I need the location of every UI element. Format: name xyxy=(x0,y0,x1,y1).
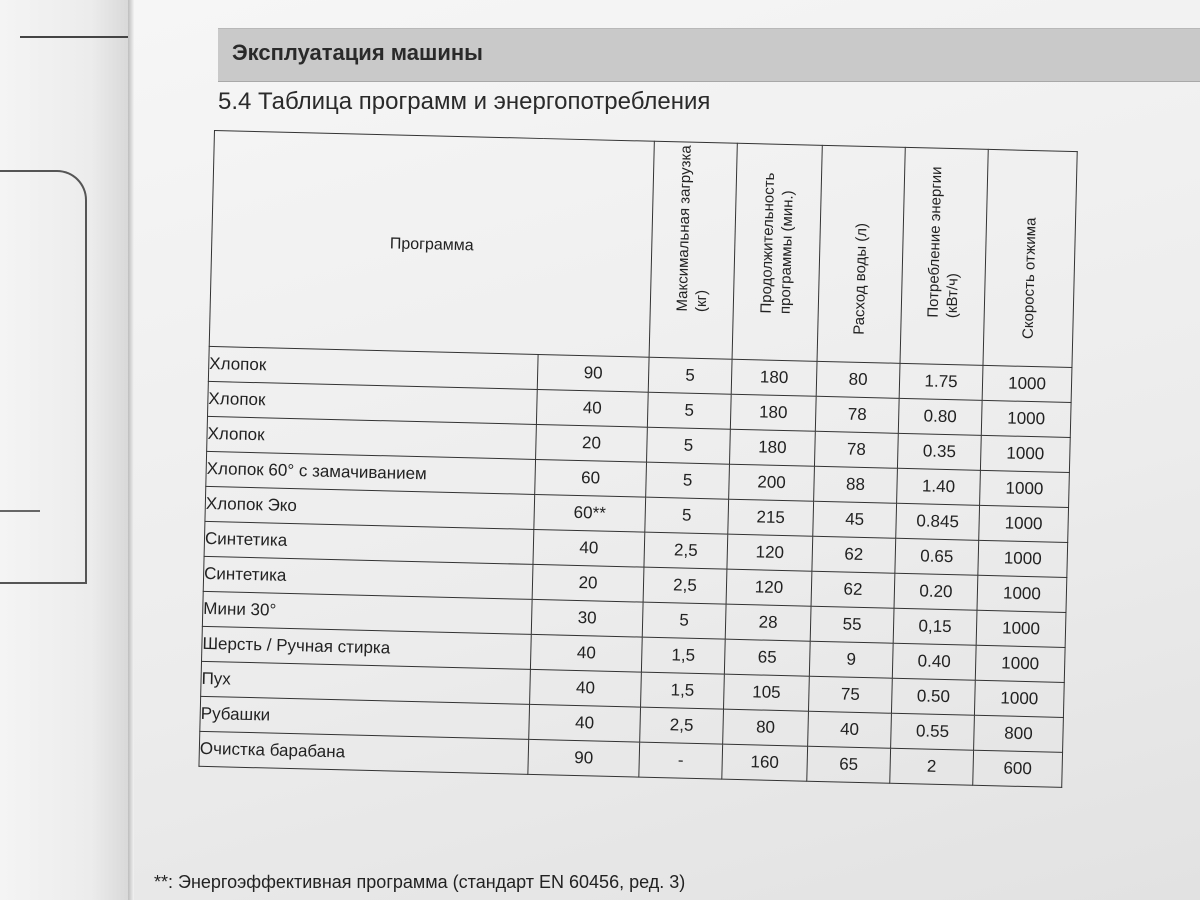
cell-temperature: 90 xyxy=(528,739,640,777)
cell-temperature: 90 xyxy=(537,354,649,392)
cell-duration: 180 xyxy=(731,359,817,396)
cell-program-name: Рубашки xyxy=(200,696,530,739)
cell-temperature: 60 xyxy=(535,459,647,497)
cell-max-load: 5 xyxy=(646,462,730,499)
cell-max-load: 1,5 xyxy=(641,672,725,709)
cell-water: 65 xyxy=(807,746,891,783)
cell-water: 62 xyxy=(812,536,896,573)
manual-page xyxy=(134,0,1200,900)
cell-program-name: Хлопок Эко xyxy=(205,486,535,529)
cell-water: 78 xyxy=(815,396,899,433)
cell-program-name: Очистка барабана xyxy=(199,731,529,774)
cell-duration: 120 xyxy=(726,569,812,606)
cell-spin-speed: 1000 xyxy=(980,470,1070,507)
cell-temperature: 20 xyxy=(532,564,644,602)
cell-water: 45 xyxy=(813,501,897,538)
table-header-row xyxy=(209,131,1077,368)
cell-program-name: Хлопок 60° с замачиванием xyxy=(206,451,536,494)
cell-max-load: 1,5 xyxy=(641,637,725,674)
cell-spin-speed: 1000 xyxy=(982,365,1072,402)
cell-max-load: 5 xyxy=(648,357,732,394)
cell-program-name: Хлопок xyxy=(207,416,537,459)
cell-energy: 1.40 xyxy=(897,468,981,505)
cell-energy: 0,15 xyxy=(893,608,977,645)
cell-energy: 0.80 xyxy=(898,398,982,435)
cell-temperature: 40 xyxy=(536,389,648,427)
left-page xyxy=(0,0,130,900)
header-max-load-line2: (кг) xyxy=(692,289,711,313)
cell-duration: 65 xyxy=(724,639,810,676)
header-max-load xyxy=(649,141,737,359)
cell-temperature: 30 xyxy=(531,599,643,637)
cell-program-name: Хлопок xyxy=(208,346,538,389)
cell-spin-speed: 1000 xyxy=(976,610,1066,647)
cell-energy: 2 xyxy=(890,748,974,785)
chapter-title: Эксплуатация машины xyxy=(232,40,483,65)
cell-max-load: 2,5 xyxy=(643,567,727,604)
cell-duration: 160 xyxy=(722,744,808,781)
cell-water: 88 xyxy=(814,466,898,503)
cell-energy: 0.55 xyxy=(891,713,975,750)
cell-spin-speed: 1000 xyxy=(979,505,1069,542)
cell-spin-speed: 1000 xyxy=(975,645,1065,682)
cell-program-name: Пух xyxy=(201,661,531,704)
cell-max-load: 5 xyxy=(647,392,731,429)
cell-water: 75 xyxy=(808,676,892,713)
cell-program-name: Синтетика xyxy=(203,556,533,599)
cell-water: 9 xyxy=(809,641,893,678)
left-page-rule-lower xyxy=(0,510,40,512)
cell-energy: 0.65 xyxy=(895,538,979,575)
cell-water: 62 xyxy=(811,571,895,608)
cell-energy: 1.75 xyxy=(899,363,983,400)
section-title: 5.4 Таблица программ и энергопотребления xyxy=(218,88,711,115)
cell-program-name: Синтетика xyxy=(204,521,534,564)
cell-max-load: 2,5 xyxy=(644,532,728,569)
header-water-line1: Расход воды (л) xyxy=(850,222,871,336)
cell-max-load: 5 xyxy=(647,427,731,464)
header-energy-line1: Потребление энергии xyxy=(924,166,946,318)
header-spin-line1: Скорость отжима xyxy=(1019,217,1040,340)
cell-water: 78 xyxy=(814,431,898,468)
cell-energy: 0.40 xyxy=(892,643,976,680)
cell-energy: 0.845 xyxy=(896,503,980,540)
header-energy-line2: (кВт/ч) xyxy=(943,272,962,319)
cell-max-load: - xyxy=(639,742,723,779)
cell-temperature: 40 xyxy=(533,529,645,567)
header-spin xyxy=(983,149,1077,367)
header-max-load-line1: Максимальная загрузка xyxy=(673,145,695,312)
cell-water: 80 xyxy=(816,361,900,398)
cell-duration: 80 xyxy=(723,709,809,746)
header-program-label: Программа xyxy=(389,234,474,254)
program-table xyxy=(198,130,1077,788)
header-duration-line2: программы (мин.) xyxy=(776,190,797,315)
cell-temperature: 60** xyxy=(534,494,646,532)
cell-max-load: 5 xyxy=(645,497,729,534)
left-page-rule xyxy=(20,36,130,38)
cell-energy: 0.50 xyxy=(891,678,975,715)
cell-duration: 215 xyxy=(728,499,814,536)
cell-temperature: 40 xyxy=(530,669,642,707)
cell-spin-speed: 1000 xyxy=(974,680,1064,717)
cell-spin-speed: 600 xyxy=(973,750,1063,787)
cell-spin-speed: 800 xyxy=(974,715,1064,752)
cell-duration: 120 xyxy=(727,534,813,571)
header-water xyxy=(817,145,905,363)
cell-program-name: Шерсть / Ручная стирка xyxy=(202,626,532,669)
cell-duration: 180 xyxy=(729,429,815,466)
header-program xyxy=(209,131,654,358)
cell-duration: 200 xyxy=(729,464,815,501)
cell-energy: 0.35 xyxy=(897,433,981,470)
cell-energy: 0.20 xyxy=(894,573,978,610)
cell-duration: 180 xyxy=(730,394,816,431)
footnote: **: Энергоэффективная программа (стандарт EN 60456, ред. 3) xyxy=(154,872,686,892)
cell-spin-speed: 1000 xyxy=(978,540,1068,577)
cell-program-name: Хлопок xyxy=(208,381,538,424)
cell-temperature: 40 xyxy=(529,704,641,742)
cell-max-load: 5 xyxy=(642,602,726,639)
cell-temperature: 40 xyxy=(530,634,642,672)
cell-temperature: 20 xyxy=(536,424,648,462)
header-duration xyxy=(732,143,822,361)
header-duration-line1: Продолжительность xyxy=(757,172,779,314)
cell-duration: 28 xyxy=(725,604,811,641)
cell-duration: 105 xyxy=(724,674,810,711)
cell-spin-speed: 1000 xyxy=(977,575,1067,612)
cell-max-load: 2,5 xyxy=(640,707,724,744)
cell-water: 40 xyxy=(808,711,892,748)
left-page-frame xyxy=(0,170,87,584)
cell-program-name: Мини 30° xyxy=(202,591,532,634)
cell-water: 55 xyxy=(810,606,894,643)
chapter-header-bar xyxy=(218,28,1200,82)
cell-spin-speed: 1000 xyxy=(981,400,1071,437)
header-energy xyxy=(900,147,988,365)
cell-spin-speed: 1000 xyxy=(980,435,1070,472)
